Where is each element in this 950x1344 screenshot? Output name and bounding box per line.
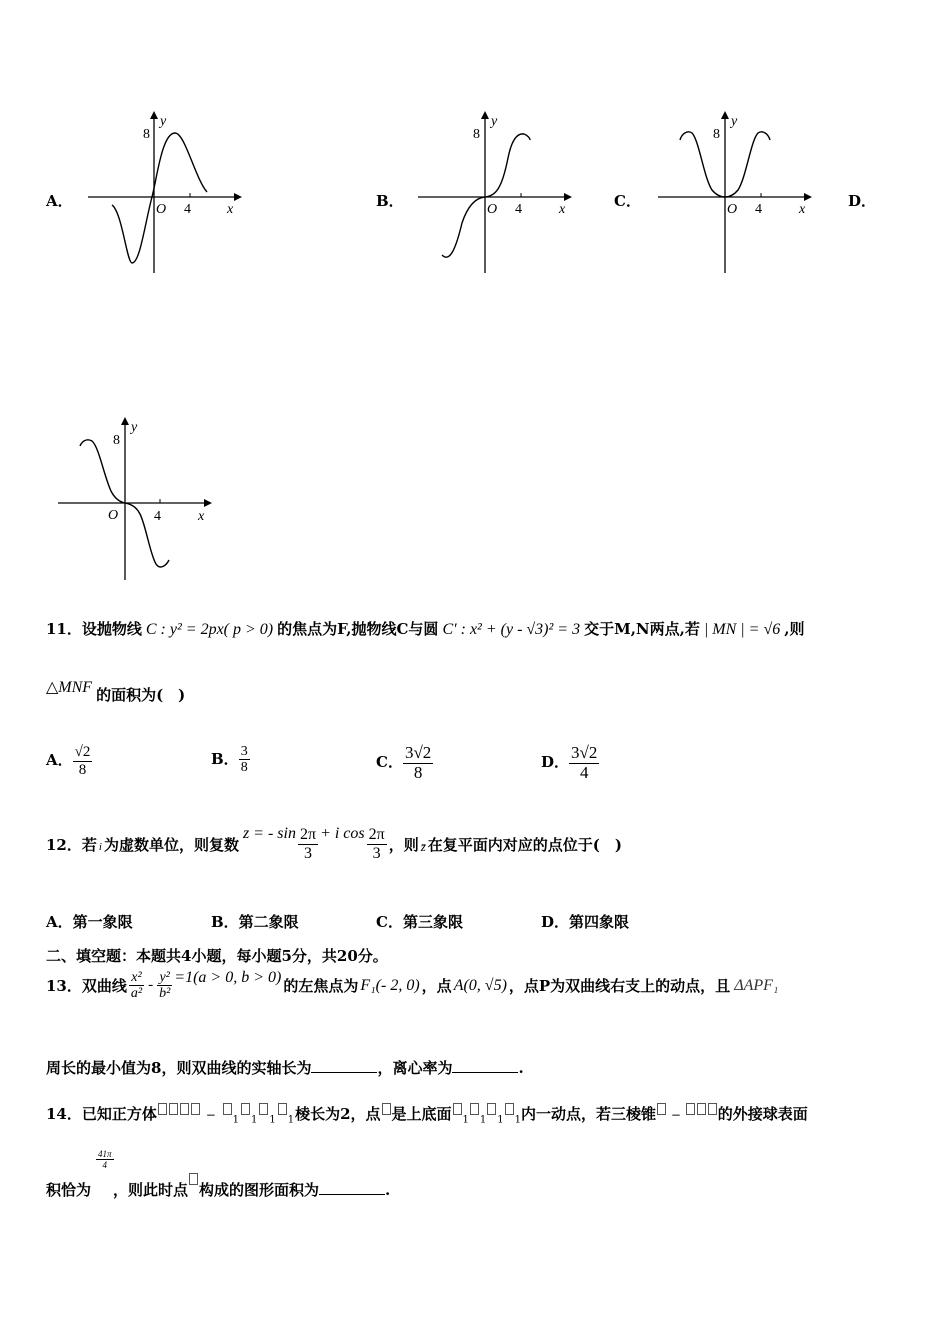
q12-option-c[interactable]: C．第三象限 [376,913,463,931]
question-13-line2: 周长的最小值为8，则双曲线的实轴长为 ，离心率为 . [46,1059,524,1077]
y-axis-label: y [491,114,498,129]
origin-label: O [108,508,119,523]
q12-option-a[interactable]: A．第一象限 [46,913,133,931]
y-tick-8: 8 [713,127,720,142]
q12-option-b[interactable]: B．第二象限 [211,913,299,931]
q11-option-a[interactable]: A． $\frac{√2}{8}$ [46,744,91,778]
q11-option-c[interactable]: C． $\frac{3√2}{8}$ [376,743,432,782]
question-11-line2: △MNF 的面积为( ) [46,679,186,704]
question-14-line1: 14．已知正方体 − $_1$ $_1$ $_1$ $_1$棱长为2，点 是上底面 $_1$ $_1$ $_1$ $_1$内一动点，若三棱锥 − 的外接球表面 [46,1105,808,1126]
question-13-line1: 13．双曲线 $\frac{\text{x²}}{\text{a²}}$ - $\frac{\text{y²}}{\text{b²}}$ =1(a > 0, b > 0) 的左焦点为 F₁(- 2, 0) ，点 A(0, √5) ，点P为双曲线右支上的动点，且 ΔAPF₁ [46,968,779,1002]
graph-d [54,414,219,586]
q11-option-b[interactable]: B． $\frac{3}{8}$ [211,744,248,776]
q11-option-d[interactable]: D． $\frac{3√2}{4}$ [541,743,598,782]
x-axis-label: x [198,509,205,524]
x-tick-4: 4 [755,202,762,217]
graph-c [652,108,817,278]
x-tick-4: 4 [515,202,522,217]
q14-fraction: 41π 4 [98,1149,112,1170]
y-tick-8: 8 [113,433,120,448]
question-14-line2: 积恰为 ，则此时点 构成的图形面积为 . [46,1179,390,1200]
x-tick-4: 4 [154,509,161,524]
x-axis-label: x [559,202,566,217]
question-12: 12．若 i 为虚数单位，则复数 z = - sin $\frac{2\pi}{3}$ + i cos $\frac{2\pi}{3}$ ，则 z̄ 在复平面内对应的点位于( ) [46,825,622,862]
section-2-heading: 二、填空题：本题共4小题，每小题5分，共20分。 [46,947,388,965]
x-axis-label: x [799,202,806,217]
y-axis-label: y [160,114,167,129]
origin-label: O [156,202,167,217]
y-tick-8: 8 [143,127,150,142]
option-b-label: B． [376,192,404,210]
y-tick-8: 8 [473,127,480,142]
q12-option-d[interactable]: D．第四象限 [541,913,630,931]
x-axis-label: x [227,202,234,217]
y-axis-label: y [131,420,138,435]
option-d-label: D． [848,192,877,210]
option-c-label: C． [614,192,641,210]
origin-label: O [727,202,738,217]
question-11-line1: 11．设抛物线 C : y² = 2px( p > 0) 的焦点为F,抛物线C与圆 C′ : x² + (y - √3)² = 3 交于M,N两点,若 | MN | = √6 ,则 [46,620,805,638]
graph-a [82,108,247,278]
answer-blank-real-axis[interactable] [311,1058,377,1073]
x-tick-4: 4 [184,202,191,217]
origin-label: O [487,202,498,217]
graph-b [412,108,577,278]
answer-blank-area[interactable] [319,1180,385,1195]
option-a-label: A． [46,192,73,210]
y-axis-label: y [731,114,738,129]
answer-blank-eccentricity[interactable] [452,1058,518,1073]
